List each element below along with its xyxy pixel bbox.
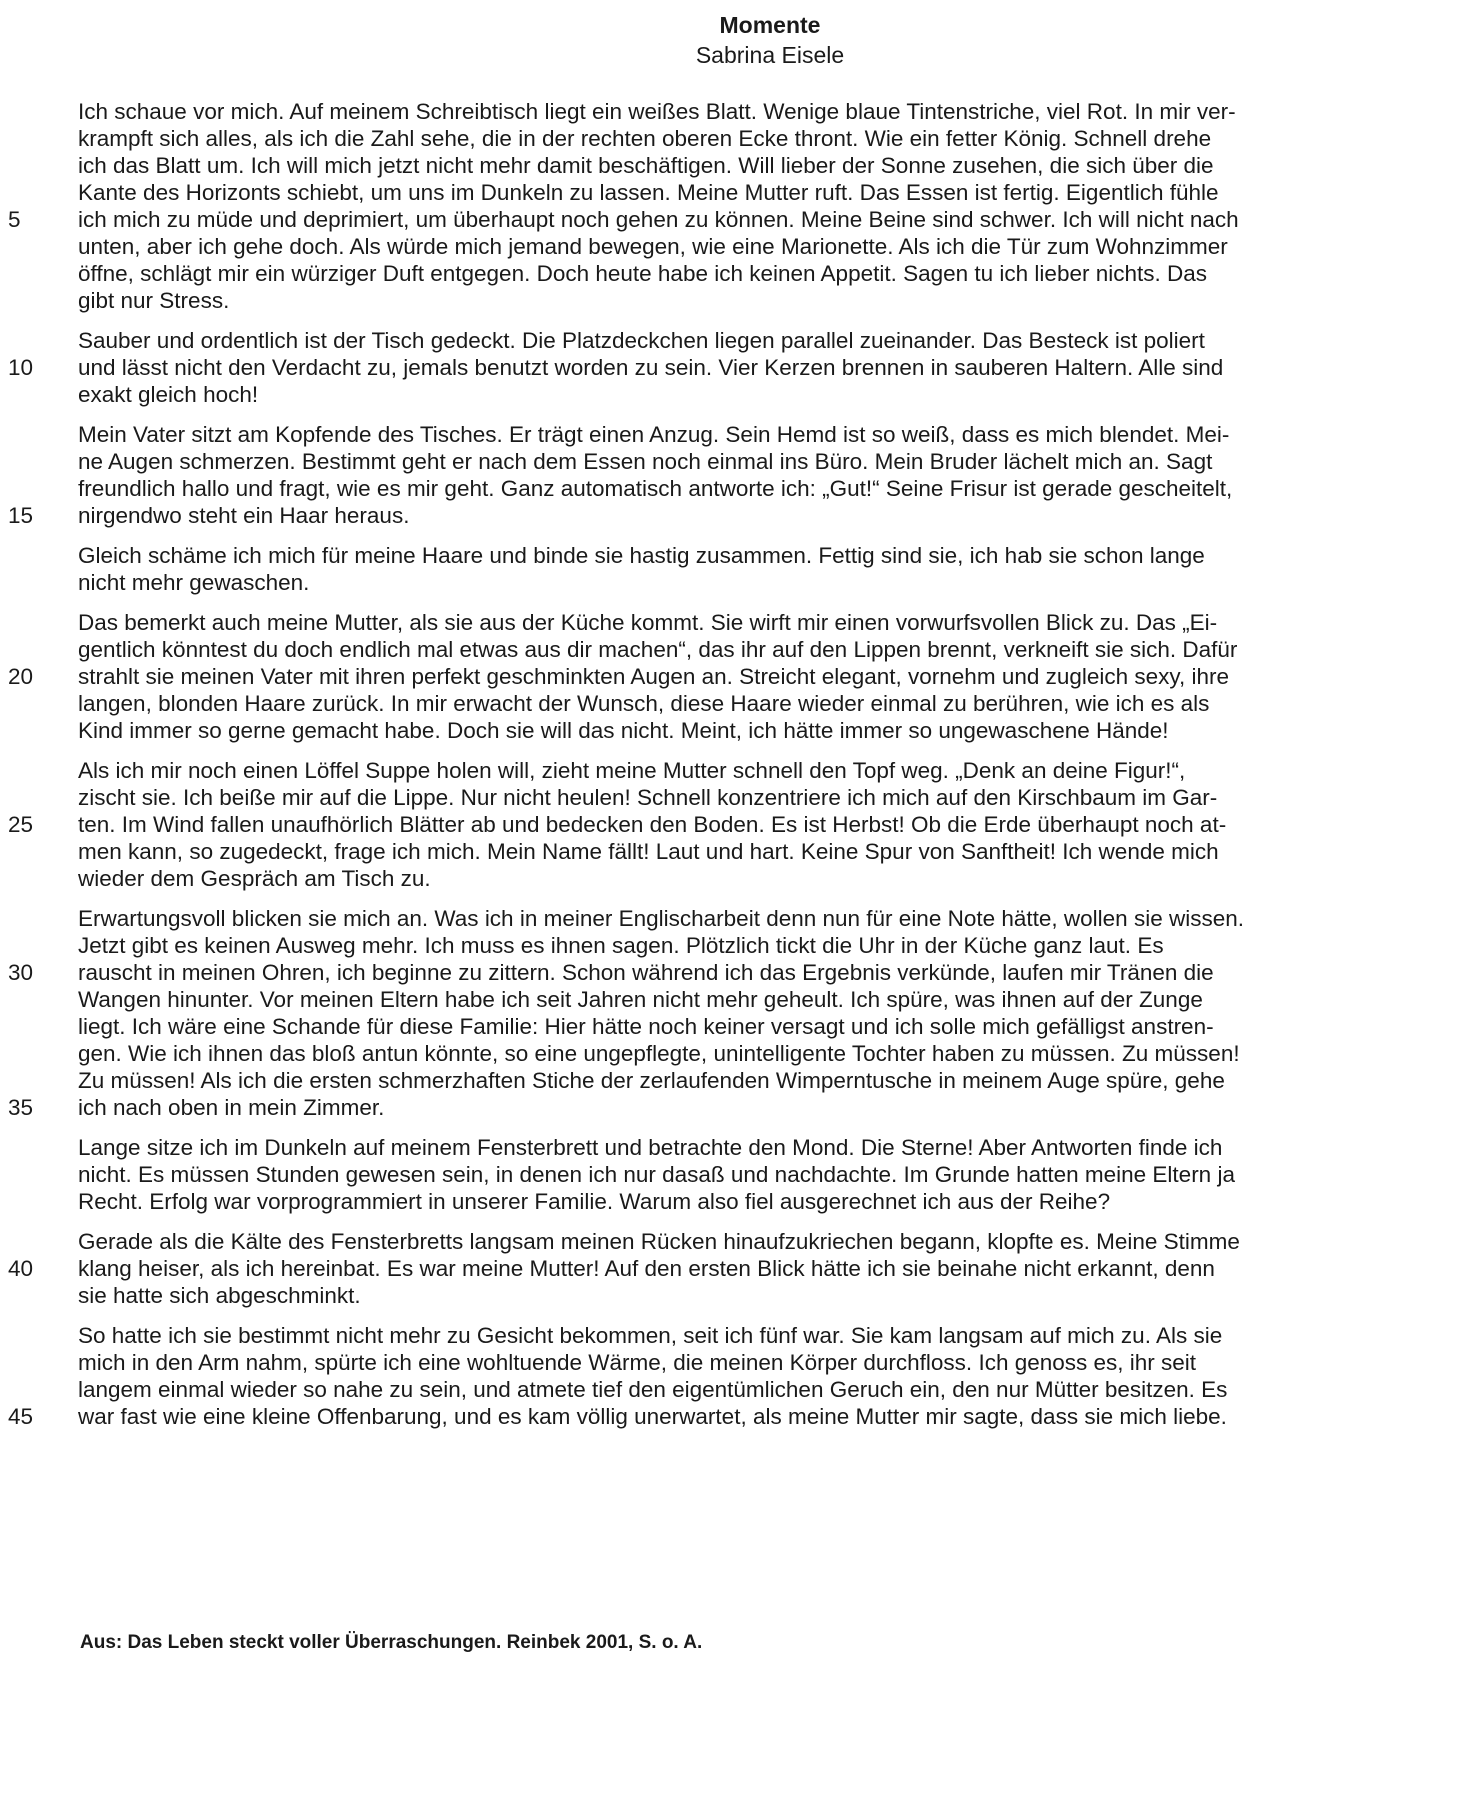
text-line: und lässt nicht den Verdacht zu, jemals benutzt worden zu sein. Vier Kerzen brennen in sauberen Haltern. Alle sind (78, 355, 1224, 380)
text-line: gen. Wie ich ihnen das bloß antun könnte, so eine ungepflegte, unintelligente Tochter haben zu müssen. Zu müssen! (78, 1041, 1240, 1066)
text-line: ne Augen schmerzen. Bestimmt geht er nach dem Essen noch einmal ins Büro. Mein Bruder lächelt mich an. Sagt (78, 449, 1213, 474)
text-line: Lange sitze ich im Dunkeln auf meinem Fensterbrett und betrachte den Mond. Die Sterne! Aber Antworten finde ich (78, 1135, 1223, 1160)
text-line: unten, aber ich gehe doch. Als würde mich jemand bewegen, wie eine Marionette. Als ich die Tür zum Wohnzimmer (78, 234, 1228, 259)
text-line: Sauber und ordentlich ist der Tisch gedeckt. Die Platzdeckchen liegen parallel zueinander. Das Besteck ist poliert (78, 328, 1205, 353)
paragraph (78, 98, 1448, 314)
paragraph (78, 1134, 1448, 1215)
text-line: nirgendwo steht ein Haar heraus. (78, 503, 410, 528)
line-number: 25 (8, 812, 34, 837)
text-line: sie hatte sich abgeschminkt. (78, 1283, 361, 1308)
text-line: Kante des Horizonts schiebt, um uns im Dunkeln zu lassen. Meine Mutter ruft. Das Essen ist fertig. Eigentlich fühle (78, 180, 1219, 205)
text-line: gibt nur Stress. (78, 288, 230, 313)
paragraph (78, 542, 1448, 596)
paragraph (78, 905, 1448, 1121)
text-line: Wangen hinunter. Vor meinen Eltern habe ich seit Jahren nicht mehr geheult. Ich spüre, was ihnen auf der Zunge (78, 987, 1203, 1012)
paragraph (78, 609, 1448, 744)
paragraph (78, 1228, 1448, 1309)
paragraph (78, 757, 1448, 892)
text-line: Das bemerkt auch meine Mutter, als sie aus der Küche kommt. Sie wirft mir einen vorwurfsvollen Blick zu. Das „Ei- (78, 610, 1218, 635)
text-line: öffne, schlägt mir ein würziger Duft entgegen. Doch heute habe ich keinen Appetit. Sagen tu ich lieber nichts. Das (78, 261, 1208, 286)
line-number: 45 (8, 1404, 34, 1429)
text-line: gentlich könntest du doch endlich mal etwas aus dir machen“, das ihr auf den Lippen brennt, verkneift sie sich. Dafür (78, 637, 1238, 662)
text-line: strahlt sie meinen Vater mit ihren perfekt geschminkten Augen an. Streicht elegant, vornehm und zugleich sexy, ihre (78, 664, 1230, 689)
line-number: 10 (8, 355, 34, 380)
text-line: Zu müssen! Als ich die ersten schmerzhaften Stiche der zerlaufenden Wimperntusche in meinem Auge spüre, gehe (78, 1068, 1225, 1093)
line-number: 40 (8, 1256, 34, 1281)
paragraph (78, 327, 1448, 408)
source-citation: Aus: Das Leben steckt voller Überraschungen. Reinbek 2001, S. o. A. (80, 1632, 703, 1653)
text-line: Recht. Erfolg war vorprogrammiert in unserer Familie. Warum also fiel ausgerechnet ich aus der Reihe? (78, 1189, 1111, 1214)
text-line: Ich schaue vor mich. Auf meinem Schreibtisch liegt ein weißes Blatt. Wenige blaue Tintenstriche, viel Rot. In mir ver- (78, 99, 1236, 124)
text-line: So hatte ich sie bestimmt nicht mehr zu Gesicht bekommen, seit ich fünf war. Sie kam langsam auf mich zu. Als sie (78, 1323, 1223, 1348)
text-line: men kann, so zugedeckt, frage ich mich. Mein Name fällt! Laut und hart. Keine Spur von Sanftheit! Ich wende mich (78, 839, 1219, 864)
line-number: 15 (8, 503, 34, 528)
text-line: krampft sich alles, als ich die Zahl sehe, die in der rechten oberen Ecke thront. Wie ein fetter König. Schnell drehe (78, 126, 1212, 151)
document-author: Sabrina Eisele (695, 42, 845, 68)
text-line: ten. Im Wind fallen unaufhörlich Blätter ab und bedecken den Boden. Es ist Herbst! Ob die Erde überhaupt noch at- (78, 812, 1227, 837)
text-line: Mein Vater sitzt am Kopfende des Tisches. Er trägt einen Anzug. Sein Hemd ist so weiß, dass es mich blendet. Mei- (78, 422, 1230, 447)
text-line: nicht. Es müssen Stunden gewesen sein, in denen ich nur dasaß und nachdachte. Im Grunde hatten meine Eltern ja (78, 1162, 1235, 1187)
line-number: 30 (8, 960, 34, 985)
story-text (78, 98, 1448, 1443)
text-line: war fast wie eine kleine Offenbarung, und es kam völlig unerwartet, als meine Mutter mir sagte, dass sie mich liebe. (78, 1404, 1227, 1429)
text-line: freundlich hallo und fragt, wie es mir geht. Ganz automatisch antworte ich: „Gut!“ Seine Frisur ist gerade gescheitelt, (78, 476, 1233, 501)
text-line: wieder dem Gespräch am Tisch zu. (78, 866, 431, 891)
text-line: Gerade als die Kälte des Fensterbretts langsam meinen Rücken hinaufzukriechen begann, klopfte es. Meine Stimme (78, 1229, 1240, 1254)
text-line: Gleich schäme ich mich für meine Haare und binde sie hastig zusammen. Fettig sind sie, ich hab sie schon lange (78, 543, 1205, 568)
line-number: 5 (8, 207, 21, 232)
text-line: langen, blonden Haare zurück. In mir erwacht der Wunsch, diese Haare wieder einmal zu berühren, wie ich es als (78, 691, 1210, 716)
text-line: zischt sie. Ich beiße mir auf die Lippe. Nur nicht heulen! Schnell konzentriere ich mich auf den Kirschbaum im Gar- (78, 785, 1218, 810)
text-line: liegt. Ich wäre eine Schande für diese Familie: Hier hätte noch keiner versagt und ich solle mich gefälligst anstren- (78, 1014, 1214, 1039)
text-line: Als ich mir noch einen Löffel Suppe holen will, zieht meine Mutter schnell den Topf weg. „Denk an deine Figur!“, (78, 758, 1186, 783)
paragraph (78, 421, 1448, 529)
text-line: Erwartungsvoll blicken sie mich an. Was ich in meiner Englischarbeit denn nun für eine Note hätte, wollen sie wissen. (78, 906, 1244, 931)
text-line: ich mich zu müde und deprimiert, um überhaupt noch gehen zu können. Meine Beine sind schwer. Ich will nicht nach (78, 207, 1239, 232)
text-line: exakt gleich hoch! (78, 382, 259, 407)
text-line: klang heiser, als ich hereinbat. Es war meine Mutter! Auf den ersten Blick hätte ich sie beinahe nicht erkannt, denn (78, 1256, 1215, 1281)
line-number: 35 (8, 1095, 34, 1120)
text-line: Kind immer so gerne gemacht habe. Doch sie will das nicht. Meint, ich hätte immer so ungewaschene Hände! (78, 718, 1169, 743)
text-line: ich nach oben in mein Zimmer. (78, 1095, 385, 1120)
text-line: rauscht in meinen Ohren, ich beginne zu zittern. Schon während ich das Ergebnis verkünde, laufen mir Tränen die (78, 960, 1214, 985)
text-line: mich in den Arm nahm, spürte ich eine wohltuende Wärme, die meinen Körper durchfloss. Ich genoss es, ihr seit (78, 1350, 1197, 1375)
text-line: Jetzt gibt es keinen Ausweg mehr. Ich muss es ihnen sagen. Plötzlich tickt die Uhr in der Küche ganz laut. Es (78, 933, 1164, 958)
document-title: Momente (719, 12, 821, 38)
text-line: langem einmal wieder so nahe zu sein, und atmete tief den eigentümlichen Geruch ein, den nur Mütter besitzen. Es (78, 1377, 1228, 1402)
text-line: nicht mehr gewaschen. (78, 570, 310, 595)
document-header (0, 10, 1472, 70)
text-line: ich das Blatt um. Ich will mich jetzt nicht mehr damit beschäftigen. Will lieber der Sonne zusehen, die sich über die (78, 153, 1214, 178)
line-number: 20 (8, 664, 34, 689)
paragraph (78, 1322, 1448, 1430)
